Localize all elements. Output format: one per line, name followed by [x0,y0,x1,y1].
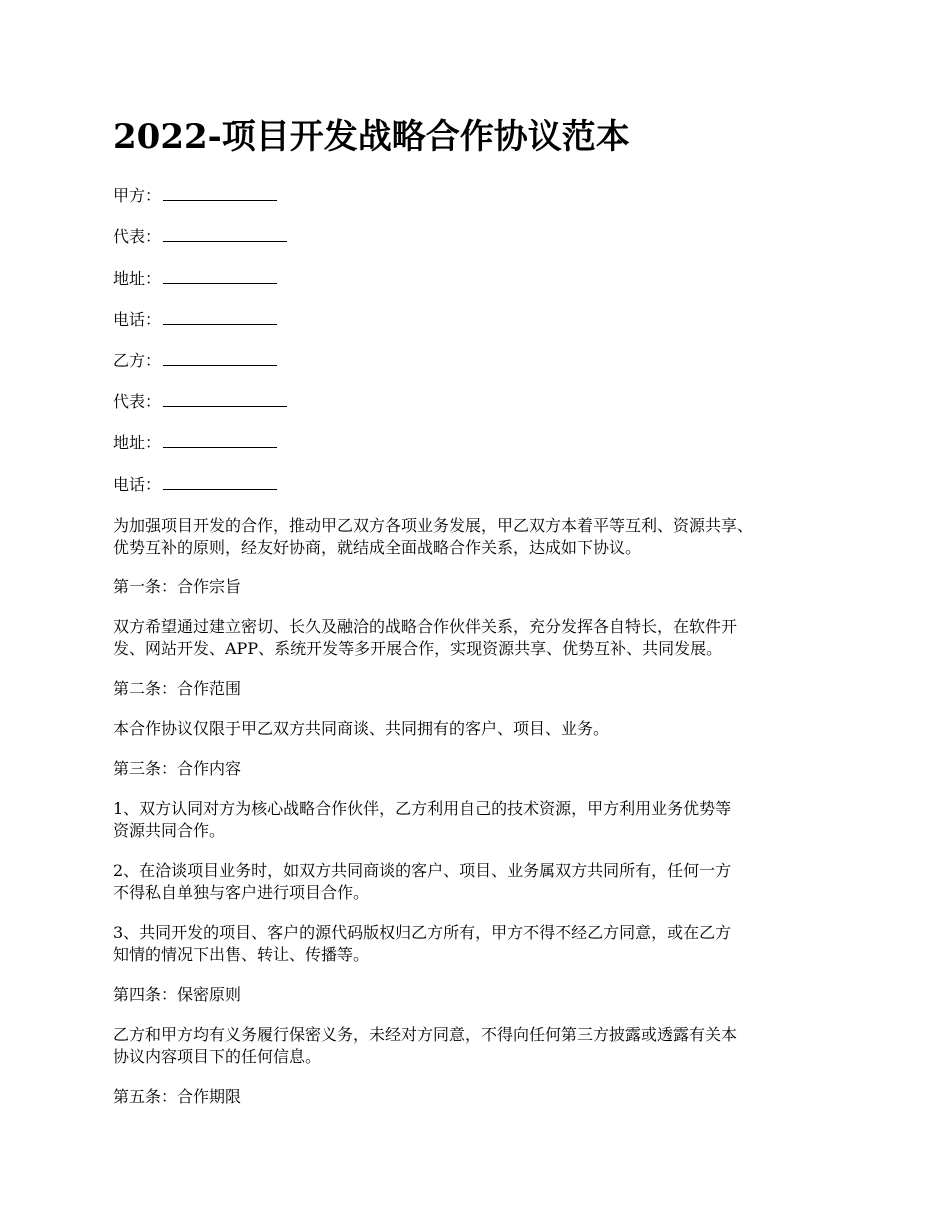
article-2-body: 本合作协议仅限于甲乙双方共同商谈、共同拥有的客户、项目、业务。 [113,719,610,738]
article-3-item-1-line: 资源共同合作。 [113,821,226,840]
party-a-phone-label: 电话： [113,310,162,329]
party-a-label: 甲方： [113,186,162,205]
article-3-item-2-line: 2、在洽谈项目业务时，如双方共同商谈的客户、项目、业务属双方共同所有，任何一方 [113,861,732,880]
party-b-phone-blank [163,475,277,490]
article-4-heading: 第四条：保密原则 [113,985,242,1004]
article-3-item-3-line: 3、共同开发的项目、客户的源代码版权归乙方所有，甲方不得不经乙方同意，或在乙方 [113,923,732,942]
article-3-heading: 第三条：合作内容 [113,759,242,778]
party-a-phone-blank [163,310,277,325]
party-b-address-label: 地址： [113,433,162,452]
party-a-representative-blank [163,227,287,242]
party-b-address-blank [163,433,277,448]
party-a-phone-field [113,309,277,331]
intro-line: 优势互补的原则，经友好协商，就结成全面战略合作关系，达成如下协议。 [113,538,642,557]
article-1-heading: 第一条：合作宗旨 [113,577,242,596]
party-b-representative-field [113,391,287,413]
article-4-line: 乙方和甲方均有义务履行保密义务，未经对方同意，不得向任何第三方披露或透露有关本 [113,1025,738,1044]
party-a-representative-label: 代表： [113,227,162,246]
document-title: 2022-项目开发战略合作协议范本 [113,117,630,157]
article-3-item-1-line: 1、双方认同对方为核心战略合作伙伴，乙方利用自己的技术资源，甲方利用业务优势等 [113,799,732,818]
article-3-item-2 [113,860,853,904]
party-b-field [113,350,277,372]
article-3-item-2-line: 不得私自单独与客户进行项目合作。 [113,883,370,902]
article-1-line: 发、网站开发、APP、系统开发等多开展合作，实现资源共享、优势互补、共同发展。 [113,639,723,658]
party-b-phone-label: 电话： [113,475,162,494]
article-3-item-3-line: 知情的情况下出售、转让、传播等。 [113,945,370,964]
party-a-address-blank [163,269,277,284]
party-b-representative-blank [163,392,287,407]
intro-line: 为加强项目开发的合作，推动甲乙双方各项业务发展，甲乙双方本着平等互利、资源共享、 [113,516,754,535]
party-a-blank [163,186,277,201]
article-4-line: 协议内容项目下的任何信息。 [113,1047,322,1066]
article-3-item-1 [113,798,853,842]
article-3-item-3 [113,922,853,966]
article-4-body [113,1024,853,1068]
article-1-body [113,616,853,660]
party-a-field [113,185,277,207]
article-1-line: 双方希望通过建立密切、长久及融洽的战略合作伙伴关系，充分发挥各自特长，在软件开 [113,617,738,636]
party-b-label: 乙方： [113,351,162,370]
party-b-address-field [113,432,277,454]
article-2-heading: 第二条：合作范围 [113,679,242,698]
party-a-address-field [113,268,277,290]
party-a-representative-field [113,226,287,248]
party-b-blank [163,351,277,366]
party-b-phone-field [113,474,277,496]
article-5-heading: 第五条：合作期限 [113,1087,242,1106]
intro-paragraph [113,515,853,559]
party-b-representative-label: 代表： [113,392,162,411]
party-a-address-label: 地址： [113,269,162,288]
